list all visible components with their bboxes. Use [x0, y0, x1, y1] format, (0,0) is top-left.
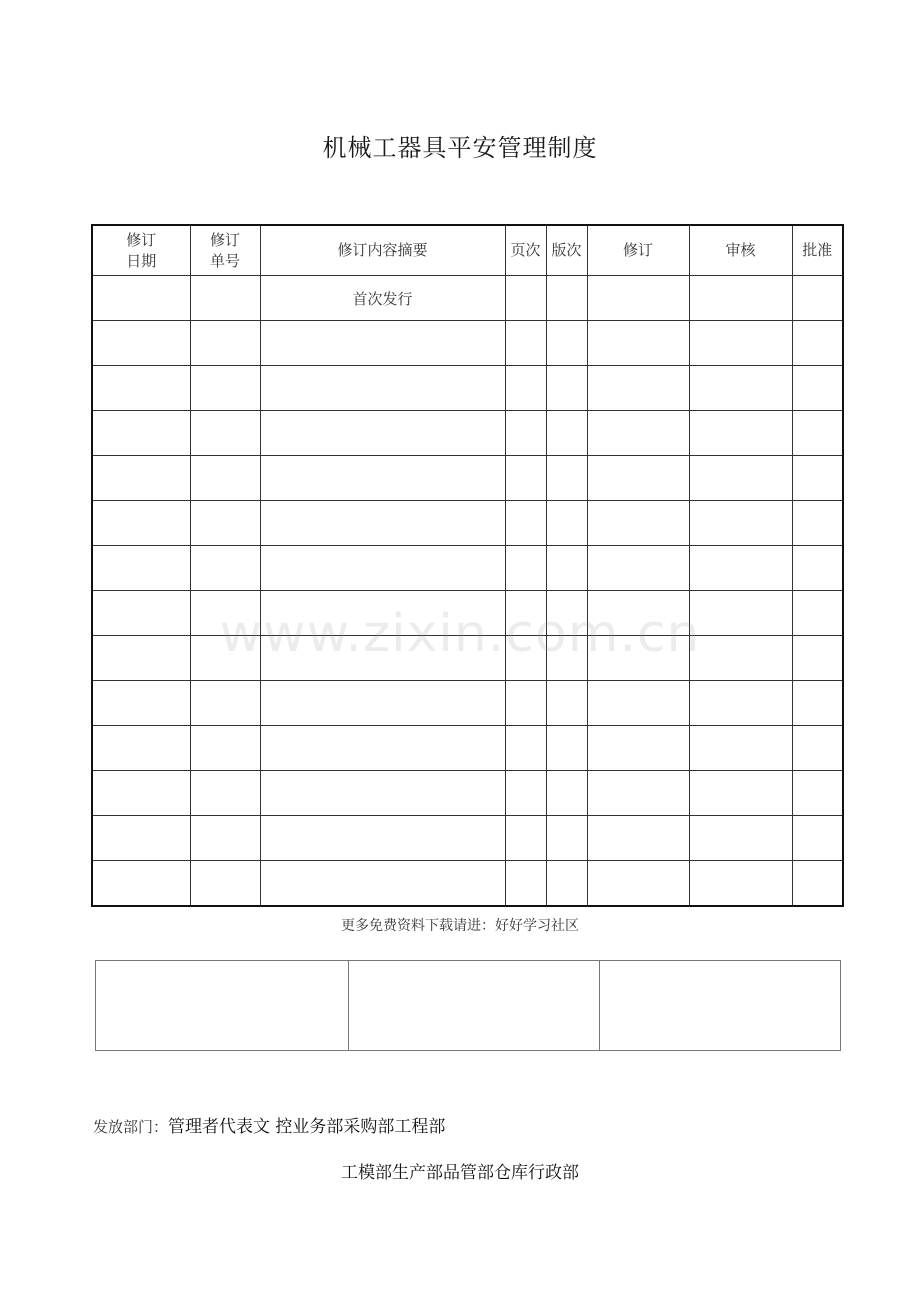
table-cell — [92, 321, 190, 366]
document-title: 机械工器具平安管理制度 — [322, 134, 598, 162]
header-label: 版次 — [551, 241, 582, 259]
table-cell — [792, 771, 843, 816]
table-cell — [92, 771, 190, 816]
table-cell — [587, 276, 689, 321]
header-cell — [260, 225, 505, 276]
table-cell — [587, 816, 689, 861]
distribution-departments-2: 工模部生产部品管部仓库行政部 — [341, 1163, 579, 1183]
header-cell — [792, 225, 843, 276]
table-row — [92, 816, 843, 861]
table-cell — [260, 861, 505, 907]
table-row — [92, 321, 843, 366]
table-row — [92, 726, 843, 771]
table-cell — [260, 321, 505, 366]
header-label: 修订 — [209, 230, 240, 249]
table-cell — [792, 321, 843, 366]
table-cell — [792, 276, 843, 321]
table-cell — [587, 726, 689, 771]
table-cell — [505, 501, 546, 546]
table-row — [92, 366, 843, 411]
table-cell — [190, 726, 260, 771]
table-cell — [689, 861, 792, 907]
signature-box — [349, 961, 600, 1051]
table-cell — [92, 546, 190, 591]
table-cell — [92, 366, 190, 411]
table-cell — [587, 366, 689, 411]
table-row — [92, 411, 843, 456]
table-cell — [92, 681, 190, 726]
table-cell — [587, 456, 689, 501]
table-cell — [92, 726, 190, 771]
header-label: 审核 — [725, 241, 756, 259]
table-cell — [260, 816, 505, 861]
table-cell — [689, 276, 792, 321]
table-cell — [792, 636, 843, 681]
table-cell — [190, 816, 260, 861]
table-cell — [190, 771, 260, 816]
table-cell — [792, 591, 843, 636]
header-cell — [689, 225, 792, 276]
table-cell — [587, 546, 689, 591]
table-cell — [190, 681, 260, 726]
table-cell — [505, 366, 546, 411]
table-cell — [260, 546, 505, 591]
table-cell — [546, 681, 587, 726]
signature-box — [600, 961, 841, 1051]
table-row — [92, 546, 843, 591]
table-cell — [792, 816, 843, 861]
table-cell — [92, 591, 190, 636]
table-cell — [190, 276, 260, 321]
table-row — [92, 501, 843, 546]
table-cell — [505, 411, 546, 456]
table-cell — [505, 276, 546, 321]
table-cell — [587, 861, 689, 907]
table-cell — [190, 501, 260, 546]
table-cell — [92, 501, 190, 546]
header-label: 修订内容摘要 — [337, 241, 428, 259]
table-cell — [792, 861, 843, 907]
header-cell — [505, 225, 546, 276]
table-cell — [792, 366, 843, 411]
table-row — [92, 456, 843, 501]
table-row — [92, 591, 843, 636]
table-cell — [92, 276, 190, 321]
signature-row — [96, 961, 841, 1051]
table-cell — [792, 681, 843, 726]
table-cell — [92, 861, 190, 907]
table-cell — [587, 636, 689, 681]
table-cell — [792, 501, 843, 546]
signature-box — [96, 961, 349, 1051]
table-cell — [260, 456, 505, 501]
table-cell — [587, 321, 689, 366]
table-row — [92, 636, 843, 681]
distribution-line-1 — [93, 1112, 445, 1137]
table-cell — [505, 456, 546, 501]
header-cell — [190, 225, 260, 276]
table-cell — [505, 816, 546, 861]
table-cell — [689, 591, 792, 636]
table-cell — [546, 411, 587, 456]
header-label: 批准 — [802, 241, 833, 259]
table-row — [92, 681, 843, 726]
signature-table — [95, 960, 841, 1051]
table-cell — [546, 636, 587, 681]
table-cell — [260, 726, 505, 771]
table-cell — [546, 861, 587, 907]
table-cell — [190, 591, 260, 636]
table-cell — [505, 321, 546, 366]
table-row — [92, 861, 843, 907]
table-cell — [587, 771, 689, 816]
table-cell — [505, 681, 546, 726]
table-row — [92, 276, 843, 321]
table-cell — [505, 861, 546, 907]
table-cell — [190, 321, 260, 366]
table-cell — [689, 501, 792, 546]
header-cell — [92, 225, 190, 276]
table-cell — [92, 636, 190, 681]
table-cell — [505, 591, 546, 636]
header-label-line2: 日期 — [126, 251, 157, 270]
table-cell — [587, 681, 689, 726]
watermark: www.zixin.com.cn — [219, 604, 701, 664]
table-cell — [546, 591, 587, 636]
distribution-label: 发放部门： — [93, 1118, 169, 1136]
table-cell — [190, 411, 260, 456]
distribution-departments-1: 管理者代表文 控业务部采购部工程部 — [168, 1117, 446, 1137]
table-cell — [260, 501, 505, 546]
table-cell: 首次发行 — [260, 276, 505, 321]
table-cell — [546, 501, 587, 546]
table-cell — [190, 861, 260, 907]
table-cell — [260, 411, 505, 456]
table-cell — [689, 366, 792, 411]
table-cell — [546, 771, 587, 816]
table-cell — [587, 501, 689, 546]
table-cell — [546, 321, 587, 366]
header-label: 页次 — [510, 241, 541, 259]
table-cell — [92, 411, 190, 456]
footer-note: 更多免费资料下载请进：好好学习社区 — [341, 918, 579, 934]
table-cell — [546, 366, 587, 411]
table-cell — [92, 816, 190, 861]
table-cell — [546, 456, 587, 501]
table-row — [92, 771, 843, 816]
table-cell — [689, 771, 792, 816]
table-cell — [260, 636, 505, 681]
table-cell — [260, 681, 505, 726]
header-label: 修订 — [126, 230, 157, 249]
table-cell — [792, 456, 843, 501]
table-cell — [689, 726, 792, 771]
table-cell — [190, 636, 260, 681]
table-cell — [190, 546, 260, 591]
table-cell — [260, 366, 505, 411]
table-cell — [505, 636, 546, 681]
table-cell — [190, 366, 260, 411]
table-body — [92, 276, 843, 907]
table-cell — [689, 681, 792, 726]
table-cell — [587, 591, 689, 636]
table-cell — [792, 411, 843, 456]
table-cell — [505, 546, 546, 591]
header-cell — [587, 225, 689, 276]
table-cell — [792, 726, 843, 771]
table-cell — [546, 546, 587, 591]
header-label: 修订 — [622, 241, 653, 259]
table-cell — [689, 456, 792, 501]
table-cell — [689, 321, 792, 366]
table-cell — [190, 456, 260, 501]
header-label-line2: 单号 — [209, 251, 240, 270]
table-header-row — [92, 225, 843, 276]
table-cell — [546, 276, 587, 321]
table-cell — [689, 411, 792, 456]
table-cell — [689, 816, 792, 861]
table-cell — [505, 771, 546, 816]
table-cell — [92, 456, 190, 501]
header-cell — [546, 225, 587, 276]
table-cell — [689, 636, 792, 681]
table-cell — [689, 546, 792, 591]
table-cell — [505, 726, 546, 771]
table-cell — [792, 546, 843, 591]
table-cell — [587, 411, 689, 456]
table-cell — [260, 591, 505, 636]
table-cell — [546, 726, 587, 771]
revision-table — [91, 224, 844, 907]
table-cell — [546, 816, 587, 861]
table-cell — [260, 771, 505, 816]
